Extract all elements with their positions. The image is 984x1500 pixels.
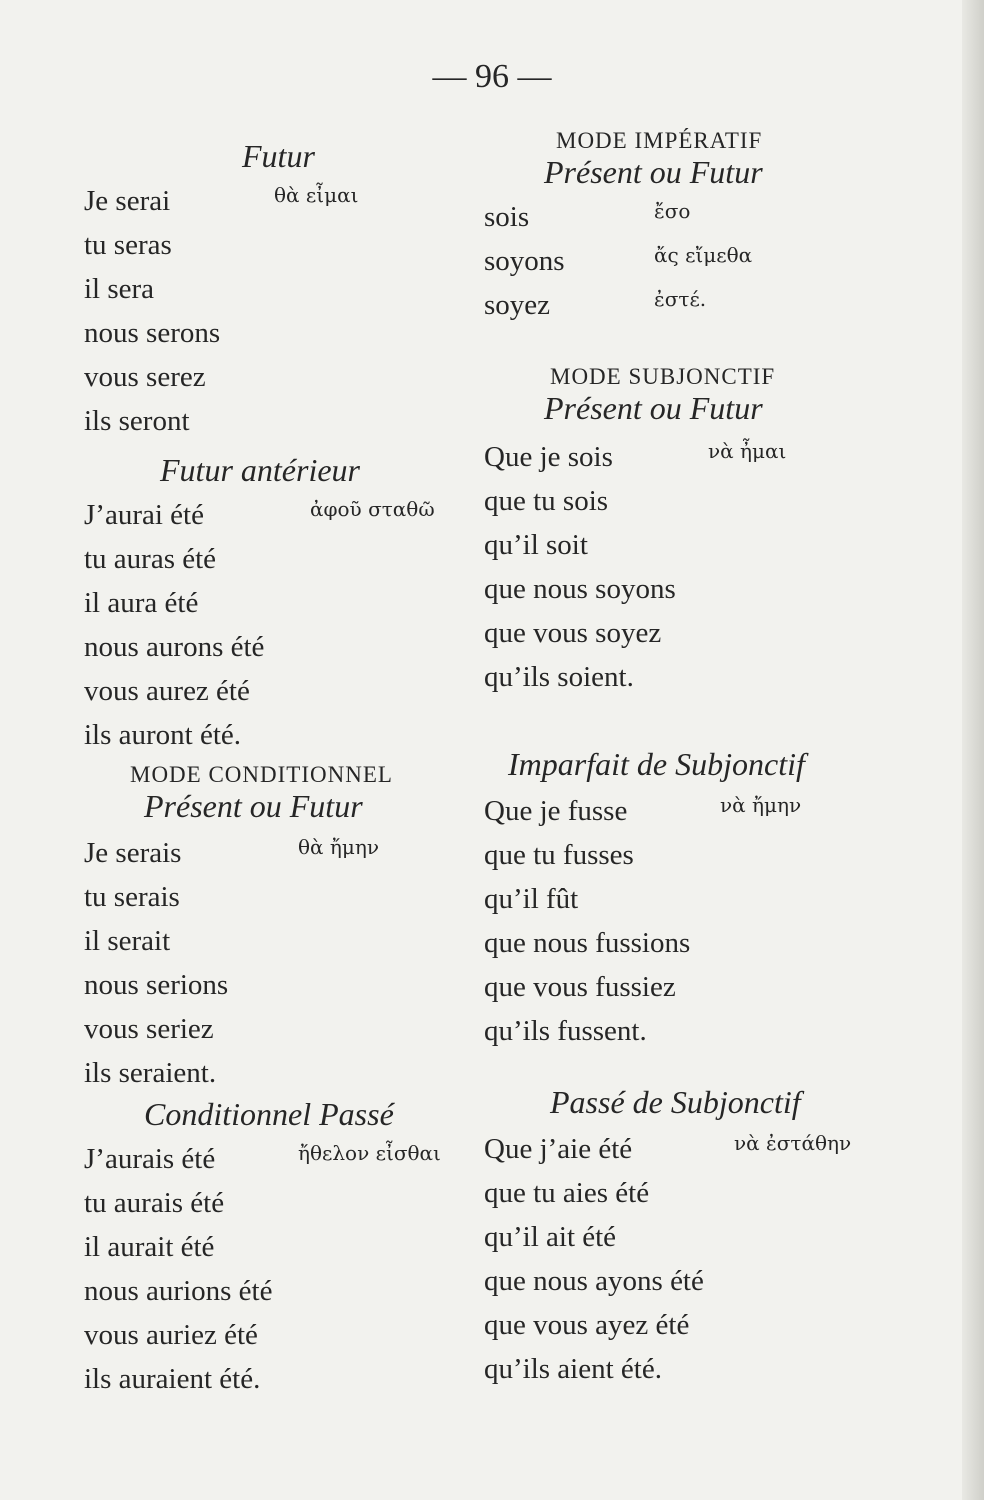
french-form: vous auriez été	[84, 1319, 258, 1351]
greek-translation: ἐστέ.	[654, 287, 707, 311]
conjugation-row	[484, 655, 944, 699]
section-title: Imparfait de Subjonctif	[508, 746, 805, 782]
greek-translation: θὰ εἶμαι	[274, 183, 359, 207]
section-mode-subjonctif	[484, 364, 944, 699]
mode-heading: MODE CONDITIONNEL	[130, 762, 393, 787]
french-form: que nous soyons	[484, 573, 676, 605]
greek-translation: νὰ ἤμην	[720, 793, 802, 817]
section-futur	[84, 138, 484, 443]
french-form: J’aurais été	[84, 1143, 216, 1175]
conjugation-row	[484, 921, 944, 965]
section-mode-conditionnel	[84, 762, 484, 1095]
french-form: qu’il fût	[484, 883, 579, 915]
conjugation-row	[484, 1303, 944, 1347]
conjugation-row	[84, 267, 484, 311]
conjugation-list	[484, 435, 944, 699]
french-form: qu’ils aient été.	[484, 1353, 662, 1385]
conjugation-row	[484, 789, 944, 833]
conjugation-row	[484, 523, 944, 567]
conjugation-row	[84, 669, 484, 713]
greek-translation: θὰ ἤμην	[298, 835, 380, 859]
french-form: que tu fusses	[484, 839, 634, 871]
conjugation-list	[84, 1137, 484, 1401]
conjugation-list	[84, 493, 484, 757]
mode-heading: MODE IMPÉRATIF	[556, 128, 763, 153]
french-form: Je serai	[84, 185, 171, 217]
french-form: soyons	[484, 245, 565, 277]
conjugation-row	[84, 1051, 484, 1095]
greek-translation: νὰ ἐστάθην	[734, 1131, 852, 1155]
conjugation-row	[484, 1347, 944, 1391]
mode-heading: MODE SUBJONCTIF	[550, 364, 776, 389]
french-form: ils seront	[84, 405, 190, 437]
section-futur-anterieur	[84, 452, 484, 757]
french-form: tu auras été	[84, 543, 217, 575]
section-title: Présent ou Futur	[544, 154, 763, 190]
conjugation-row	[484, 965, 944, 1009]
french-form: J’aurai été	[84, 499, 204, 531]
conjugation-row	[484, 283, 944, 327]
conjugation-row	[84, 179, 484, 223]
greek-translation: ἤθελον εἶσθαι	[298, 1141, 441, 1165]
conjugation-row	[84, 713, 484, 757]
conjugation-row	[484, 479, 944, 523]
section-mode-imperatif	[484, 128, 944, 327]
french-form: Que je fusse	[484, 795, 628, 827]
conjugation-row	[484, 1259, 944, 1303]
greek-translation: ἔσο	[654, 199, 691, 223]
french-form: que nous ayons été	[484, 1265, 704, 1297]
section-title: Conditionnel Passé	[144, 1096, 394, 1132]
conjugation-row	[84, 581, 484, 625]
conjugation-row	[84, 1007, 484, 1051]
conjugation-row	[84, 1137, 484, 1181]
conjugation-row	[84, 1269, 484, 1313]
greek-translation: ἄς εἴμεθα	[654, 243, 753, 267]
french-form: nous aurions été	[84, 1275, 273, 1307]
conjugation-row	[484, 833, 944, 877]
conjugation-row	[84, 1181, 484, 1225]
conjugation-row	[84, 311, 484, 355]
french-form: nous serons	[84, 317, 221, 349]
conjugation-row	[484, 1171, 944, 1215]
conjugation-row	[84, 1313, 484, 1357]
french-form: il aurait été	[84, 1231, 215, 1263]
french-form: qu’il ait été	[484, 1221, 617, 1253]
conjugation-row	[84, 399, 484, 443]
french-form: Je serais	[84, 837, 182, 869]
french-form: tu seras	[84, 229, 172, 261]
conjugation-row	[484, 1127, 944, 1171]
french-form: il aura été	[84, 587, 199, 619]
conjugation-row	[484, 877, 944, 921]
conjugation-row	[84, 493, 484, 537]
french-form: que vous fussiez	[484, 971, 676, 1003]
section-title: Présent ou Futur	[144, 788, 363, 824]
conjugation-row	[84, 963, 484, 1007]
conjugation-list	[484, 789, 944, 1053]
french-form: Que je sois	[484, 441, 613, 473]
conjugation-list	[84, 831, 484, 1095]
conjugation-row	[484, 239, 944, 283]
french-form: ils auraient été.	[84, 1363, 261, 1395]
conjugation-row	[484, 1009, 944, 1053]
french-form: qu’il soit	[484, 529, 588, 561]
conjugation-row	[84, 831, 484, 875]
conjugation-list	[484, 1127, 944, 1391]
conjugation-row	[84, 1357, 484, 1401]
conjugation-row	[484, 567, 944, 611]
french-form: que nous fussions	[484, 927, 691, 959]
french-form: ils auront été.	[84, 719, 242, 751]
conjugation-row	[84, 355, 484, 399]
french-form: ils seraient.	[84, 1057, 217, 1089]
section-passe-subjonctif	[484, 1084, 944, 1391]
conjugation-row	[484, 435, 944, 479]
conjugation-row	[484, 1215, 944, 1259]
french-form: tu aurais été	[84, 1187, 225, 1219]
french-form: que tu sois	[484, 485, 609, 517]
french-form: sois	[484, 201, 530, 233]
french-form: Que j’aie été	[484, 1133, 633, 1165]
french-form: soyez	[484, 289, 551, 321]
french-form: vous serez	[84, 361, 206, 393]
french-form: nous serions	[84, 969, 229, 1001]
greek-translation: ἀφοῦ σταθῶ	[310, 497, 435, 521]
conjugation-row	[84, 223, 484, 267]
section-title: Futur antérieur	[160, 452, 360, 488]
conjugation-row	[84, 875, 484, 919]
conjugation-row	[84, 919, 484, 963]
french-form: il serait	[84, 925, 171, 957]
section-title: Présent ou Futur	[544, 390, 763, 426]
section-title: Passé de Subjonctif	[550, 1084, 801, 1120]
section-title: Futur	[242, 138, 315, 174]
french-form: vous seriez	[84, 1013, 214, 1045]
french-form: vous aurez été	[84, 675, 250, 707]
conjugation-row	[84, 1225, 484, 1269]
french-form: que tu aies été	[484, 1177, 650, 1209]
french-form: qu’ils soient.	[484, 661, 634, 693]
conjugation-list	[484, 195, 944, 327]
page-number: — 96 —	[432, 58, 552, 95]
conjugation-row	[484, 611, 944, 655]
greek-translation: νὰ ἦμαι	[708, 439, 787, 463]
french-form: nous aurons été	[84, 631, 265, 663]
conjugation-row	[84, 537, 484, 581]
french-form: qu’ils fussent.	[484, 1015, 647, 1047]
french-form: tu serais	[84, 881, 180, 913]
french-form: que vous ayez été	[484, 1309, 690, 1341]
page-edge	[962, 0, 984, 1500]
conjugation-row	[84, 625, 484, 669]
section-imparfait-subjonctif	[484, 746, 944, 1053]
conjugation-list	[84, 179, 484, 443]
section-conditionnel-passe	[84, 1096, 484, 1401]
french-form: il sera	[84, 273, 155, 305]
french-form: que vous soyez	[484, 617, 662, 649]
